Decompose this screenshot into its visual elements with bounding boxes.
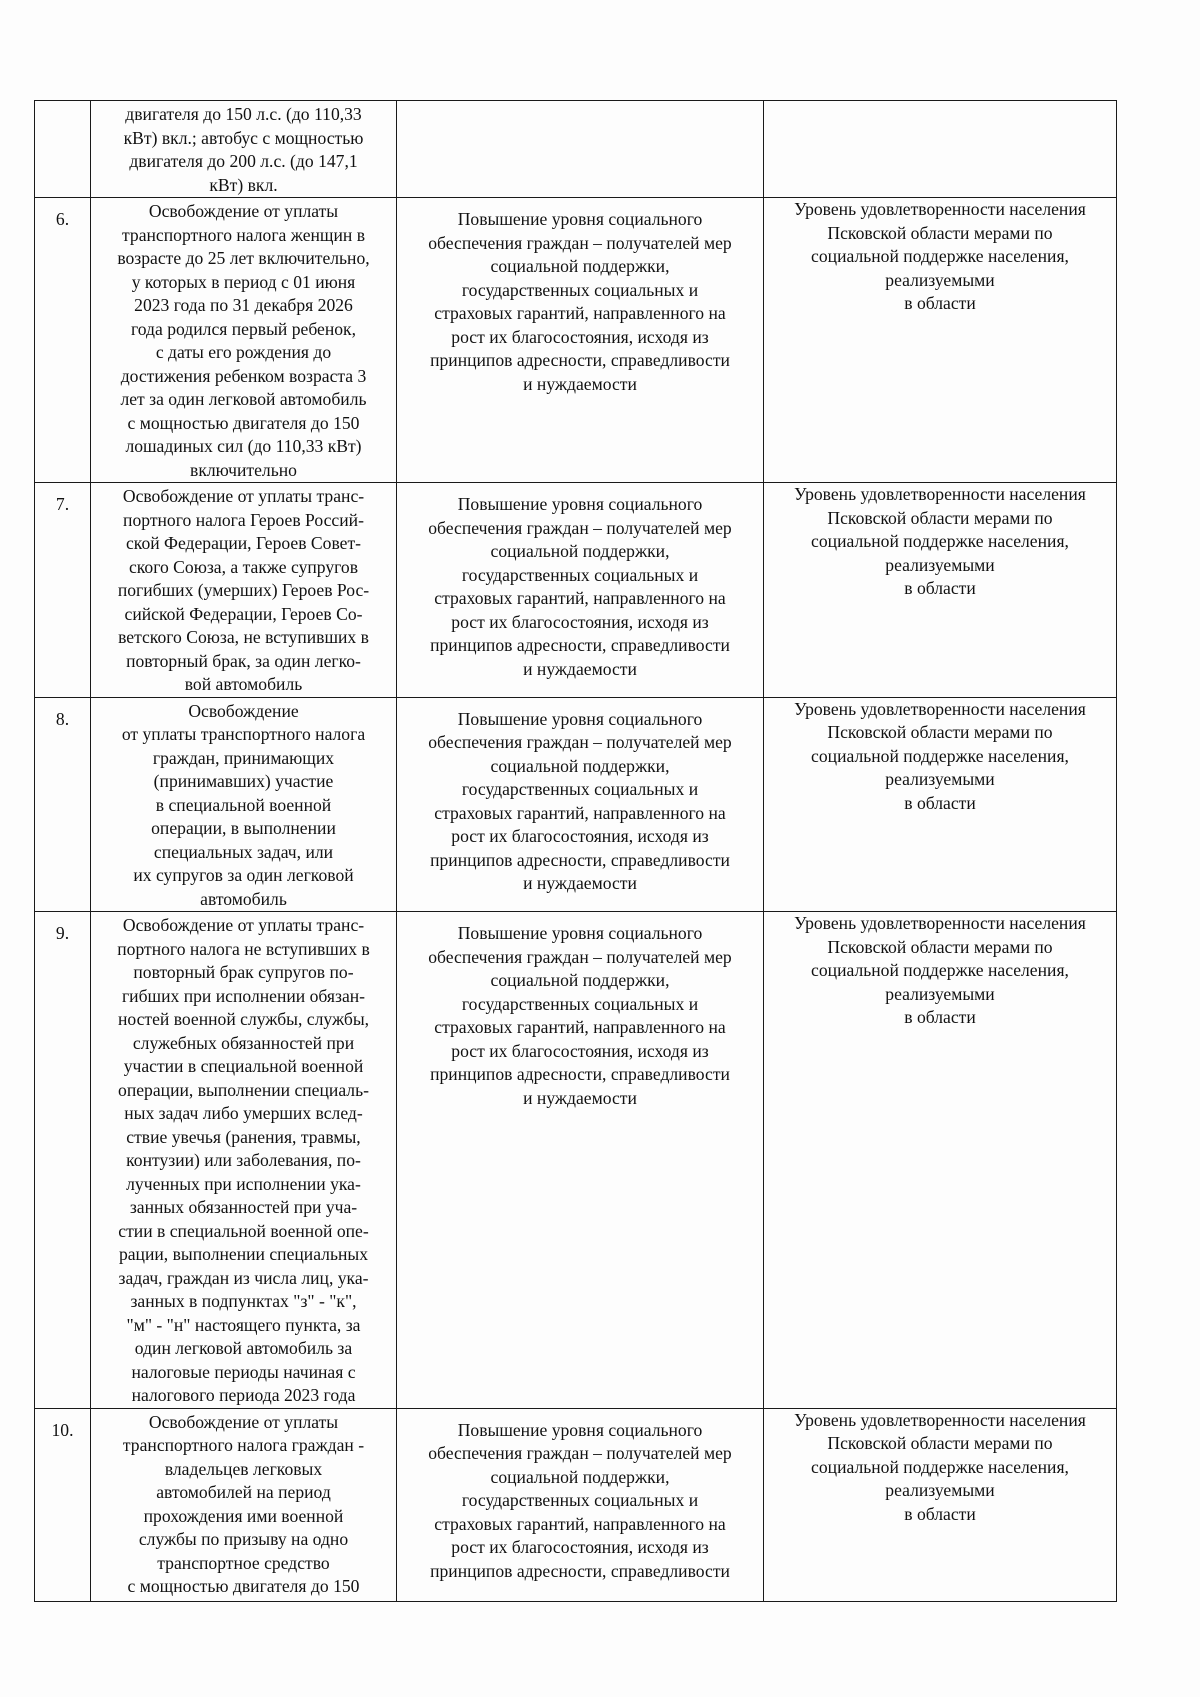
- text-line: рост их благосостояния, исходя из: [451, 611, 709, 632]
- text-line: Повышение уровня социального: [457, 923, 703, 943]
- text-line: страховых гарантий, направленного на: [434, 588, 726, 608]
- text-line: стии в специальной военной опе-: [118, 1220, 369, 1241]
- row-number: 10.: [35, 1408, 91, 1601]
- text-line: в области: [904, 1503, 976, 1524]
- text-line: ветского Союза, не вступивших в: [118, 627, 369, 647]
- text-line: портного налога не вступивших в: [117, 938, 370, 959]
- measure-indicator: [764, 101, 1117, 198]
- text-line: рост их благосостояния, исходя из: [451, 1040, 709, 1061]
- text-line: реализуемыми: [885, 269, 995, 290]
- text-line: принципов адресности, справедливости: [430, 1064, 730, 1084]
- text-line: двигателя до 200 л.с. (до 147,1: [129, 151, 358, 171]
- text-line: с мощностью двигателя до 150: [127, 412, 360, 433]
- text-line: в области: [904, 1007, 976, 1027]
- text-line: принципов адресности, справедливости: [430, 1560, 730, 1581]
- text-line: лученных при исполнении ука-: [126, 1173, 361, 1194]
- text-line: один легковой автомобиль за: [134, 1338, 353, 1358]
- row-number: 9.: [35, 912, 91, 1409]
- text-line: Освобождение от уплаты транс-: [122, 486, 365, 506]
- measure-indicator: [764, 1408, 1117, 1601]
- text-line: рост их благосостояния, исходя из: [451, 326, 709, 347]
- text-line: реализуемыми: [885, 769, 995, 789]
- text-line: Уровень удовлетворенности населения: [794, 199, 1086, 219]
- text-line: обеспечения граждан – получателей мер: [428, 1443, 732, 1463]
- text-line: в области: [904, 792, 976, 813]
- text-line: служебных обязанностей при: [132, 1032, 355, 1053]
- table-row: [35, 912, 1117, 1409]
- text-line: страховых гарантий, направленного на: [434, 1513, 726, 1534]
- text-line: государственных социальных и: [461, 1490, 699, 1510]
- text-line: социальной поддержке населения,: [811, 531, 1069, 551]
- measure-goal: [397, 912, 764, 1409]
- measure-goal: [397, 101, 764, 198]
- text-line: Уровень удовлетворенности населения: [794, 484, 1086, 504]
- row-number-cell: [35, 101, 91, 198]
- text-line: реализуемыми: [885, 1480, 995, 1500]
- text-line: социальной поддержке населения,: [811, 960, 1069, 980]
- text-line: ных задач либо умерших вслед-: [124, 1103, 363, 1123]
- text-line: 2023 года по 31 декабря 2026: [134, 295, 353, 315]
- text-line: специальных задач, или: [153, 841, 334, 862]
- text-line: обеспечения граждан – получателей мер: [428, 946, 732, 967]
- measure-goal: [397, 697, 764, 912]
- text-line: социальной поддержки,: [490, 541, 670, 561]
- text-line: службы по призыву на одно: [138, 1529, 349, 1549]
- text-line: Освобождение от уплаты: [148, 1411, 339, 1432]
- text-line: транспортного налога граждан -: [122, 1435, 365, 1455]
- text-line: обеспечения граждан – получателей мер: [428, 517, 732, 538]
- text-line: Псковской области мерами по: [827, 936, 1053, 957]
- text-line: лошадиных сил (до 110,33 кВт): [125, 436, 362, 456]
- text-line: ностей военной службы, службы,: [117, 1009, 370, 1029]
- text-line: портного налога Героев Россий-: [123, 509, 364, 530]
- text-line: "м" - "н" настоящего пункта, за: [126, 1314, 361, 1335]
- text-line: Уровень удовлетворенности населения: [794, 698, 1086, 719]
- text-line: лет за один легковой автомобиль: [120, 389, 367, 409]
- text-line: занных в подпунктах "з" - "к",: [130, 1291, 357, 1311]
- text-line: страховых гарантий, направленного на: [434, 303, 726, 323]
- text-line: государственных социальных и: [461, 779, 699, 799]
- text-line: социальной поддержки,: [490, 755, 670, 776]
- text-line: и нуждаемости: [523, 373, 637, 394]
- table-row: [35, 697, 1117, 912]
- text-line: достижения ребенком возраста 3: [120, 365, 367, 386]
- text-line: Повышение уровня социального: [457, 494, 703, 514]
- text-line: принципов адресности, справедливости: [430, 350, 730, 370]
- text-line: повторный брак супругов по-: [133, 962, 354, 982]
- text-line: Повышение уровня социального: [457, 1419, 703, 1440]
- measure-description: [91, 101, 397, 198]
- text-line: владельцев легковых: [164, 1458, 323, 1479]
- text-line: реализуемыми: [885, 983, 995, 1004]
- text-line: транспортное средство: [157, 1552, 330, 1573]
- text-line: принципов адресности, справедливости: [430, 849, 730, 870]
- text-line: государственных социальных и: [461, 993, 699, 1014]
- measure-indicator: [764, 483, 1117, 698]
- text-line: реализуемыми: [885, 554, 995, 575]
- text-line: автомобиль: [200, 888, 287, 909]
- text-line: Повышение уровня социального: [457, 708, 703, 729]
- text-line: с мощностью двигателя до 150: [127, 1576, 360, 1596]
- text-line: Освобождение от уплаты транс-: [122, 915, 365, 935]
- text-line: повторный брак, за один легко-: [126, 650, 361, 671]
- text-line: государственных социальных и: [461, 564, 699, 585]
- text-line: рации, выполнении специальных: [118, 1244, 369, 1264]
- text-line: участии в специальной военной: [123, 1056, 364, 1076]
- measure-goal: [397, 1408, 764, 1601]
- text-line: в области: [904, 293, 976, 313]
- text-line: возрасте до 25 лет включительно,: [117, 248, 370, 268]
- measure-description: [91, 912, 397, 1409]
- measure-description: [91, 198, 397, 483]
- text-line: социальной поддержки,: [490, 970, 670, 990]
- measure-description: [91, 697, 397, 912]
- measure-goal: [397, 483, 764, 698]
- text-line: в специальной военной: [155, 794, 332, 815]
- measure-description: [91, 1408, 397, 1601]
- text-line: Освобождение: [188, 700, 299, 721]
- text-line: задач, граждан из числа лиц, ука-: [118, 1267, 369, 1288]
- text-line: транспортного налога женщин в: [122, 224, 365, 245]
- text-line: налоговые периоды начиная с: [131, 1361, 356, 1382]
- measure-indicator: [764, 198, 1117, 483]
- text-line: двигателя до 150 л.с. (до 110,33: [125, 104, 362, 124]
- text-line: прохождения ими военной: [143, 1505, 344, 1526]
- table-row: [35, 198, 1117, 483]
- row-number: 8.: [35, 697, 91, 912]
- text-line: социальной поддержке населения,: [811, 745, 1069, 766]
- measures-table: [34, 100, 1117, 1602]
- text-line: ской Федерации, Героев Совет-: [125, 533, 361, 553]
- text-line: Псковской области мерами по: [827, 507, 1053, 528]
- text-line: кВт) вкл.: [209, 174, 278, 195]
- text-line: Повышение уровня социального: [457, 209, 703, 229]
- text-line: включительно: [190, 459, 297, 480]
- row-number: 6.: [35, 198, 91, 483]
- text-line: социальной поддержке населения,: [811, 1456, 1069, 1477]
- text-line: социальной поддержки,: [490, 1466, 670, 1487]
- text-line: и нуждаемости: [523, 658, 637, 679]
- table-row-continuation: [35, 101, 1117, 198]
- text-line: рост их благосостояния, исходя из: [451, 826, 709, 846]
- text-line: Псковской области мерами по: [827, 1433, 1053, 1453]
- text-line: кВт) вкл.; автобус с мощностью: [123, 127, 364, 148]
- measure-description: [91, 483, 397, 698]
- text-line: в области: [904, 578, 976, 598]
- text-line: граждан, принимающих: [152, 747, 335, 768]
- text-line: (принимавших) участие: [153, 771, 334, 791]
- text-line: и нуждаемости: [523, 1087, 637, 1108]
- text-line: социальной поддержке населения,: [811, 246, 1069, 266]
- text-line: года родился первый ребенок,: [130, 318, 356, 339]
- text-line: рост их благосостояния, исходя из: [451, 1537, 709, 1557]
- text-line: занных обязанностей при уча-: [129, 1197, 358, 1217]
- text-line: Освобождение от уплаты: [148, 201, 339, 221]
- text-line: сийской Федерации, Героев Со-: [124, 603, 363, 624]
- text-line: с даты его рождения до: [155, 342, 332, 362]
- row-number: 7.: [35, 483, 91, 698]
- text-line: ствие увечья (ранения, травмы,: [126, 1126, 361, 1147]
- text-line: операции, в выполнении: [151, 818, 336, 838]
- text-line: Псковской области мерами по: [827, 722, 1053, 742]
- text-line: гибших при исполнении обязан-: [121, 985, 366, 1006]
- text-line: операции, выполнении специаль-: [118, 1079, 369, 1100]
- text-line: страховых гарантий, направленного на: [434, 1017, 726, 1037]
- text-line: Уровень удовлетворенности населения: [794, 1409, 1086, 1430]
- text-line: у которых в период с 01 июня: [131, 271, 356, 292]
- text-line: социальной поддержки,: [490, 256, 670, 276]
- measure-indicator: [764, 697, 1117, 912]
- table-row: [35, 483, 1117, 698]
- text-line: ского Союза, а также супругов: [128, 556, 359, 577]
- text-line: обеспечения граждан – получателей мер: [428, 732, 732, 752]
- text-line: и нуждаемости: [523, 873, 637, 893]
- text-line: вой автомобиль: [184, 674, 303, 694]
- text-line: страховых гарантий, направленного на: [434, 802, 726, 823]
- text-line: Псковской области мерами по: [827, 222, 1053, 243]
- text-line: их супругов за один легковой: [133, 865, 354, 885]
- text-line: погибших (умерших) Героев Рос-: [117, 580, 370, 600]
- measure-goal: [397, 198, 764, 483]
- measure-indicator: [764, 912, 1117, 1409]
- text-line: автомобилей на период: [156, 1482, 331, 1502]
- table-row: [35, 1408, 1117, 1601]
- text-line: Уровень удовлетворенности населения: [794, 913, 1086, 933]
- text-line: от уплаты транспортного налога: [121, 724, 366, 744]
- text-line: обеспечения граждан – получателей мер: [428, 232, 732, 253]
- text-line: налогового периода 2023 года: [131, 1385, 356, 1405]
- text-line: принципов адресности, справедливости: [430, 635, 730, 655]
- text-line: контузии) или заболевания, по-: [126, 1150, 361, 1170]
- text-line: государственных социальных и: [461, 279, 699, 300]
